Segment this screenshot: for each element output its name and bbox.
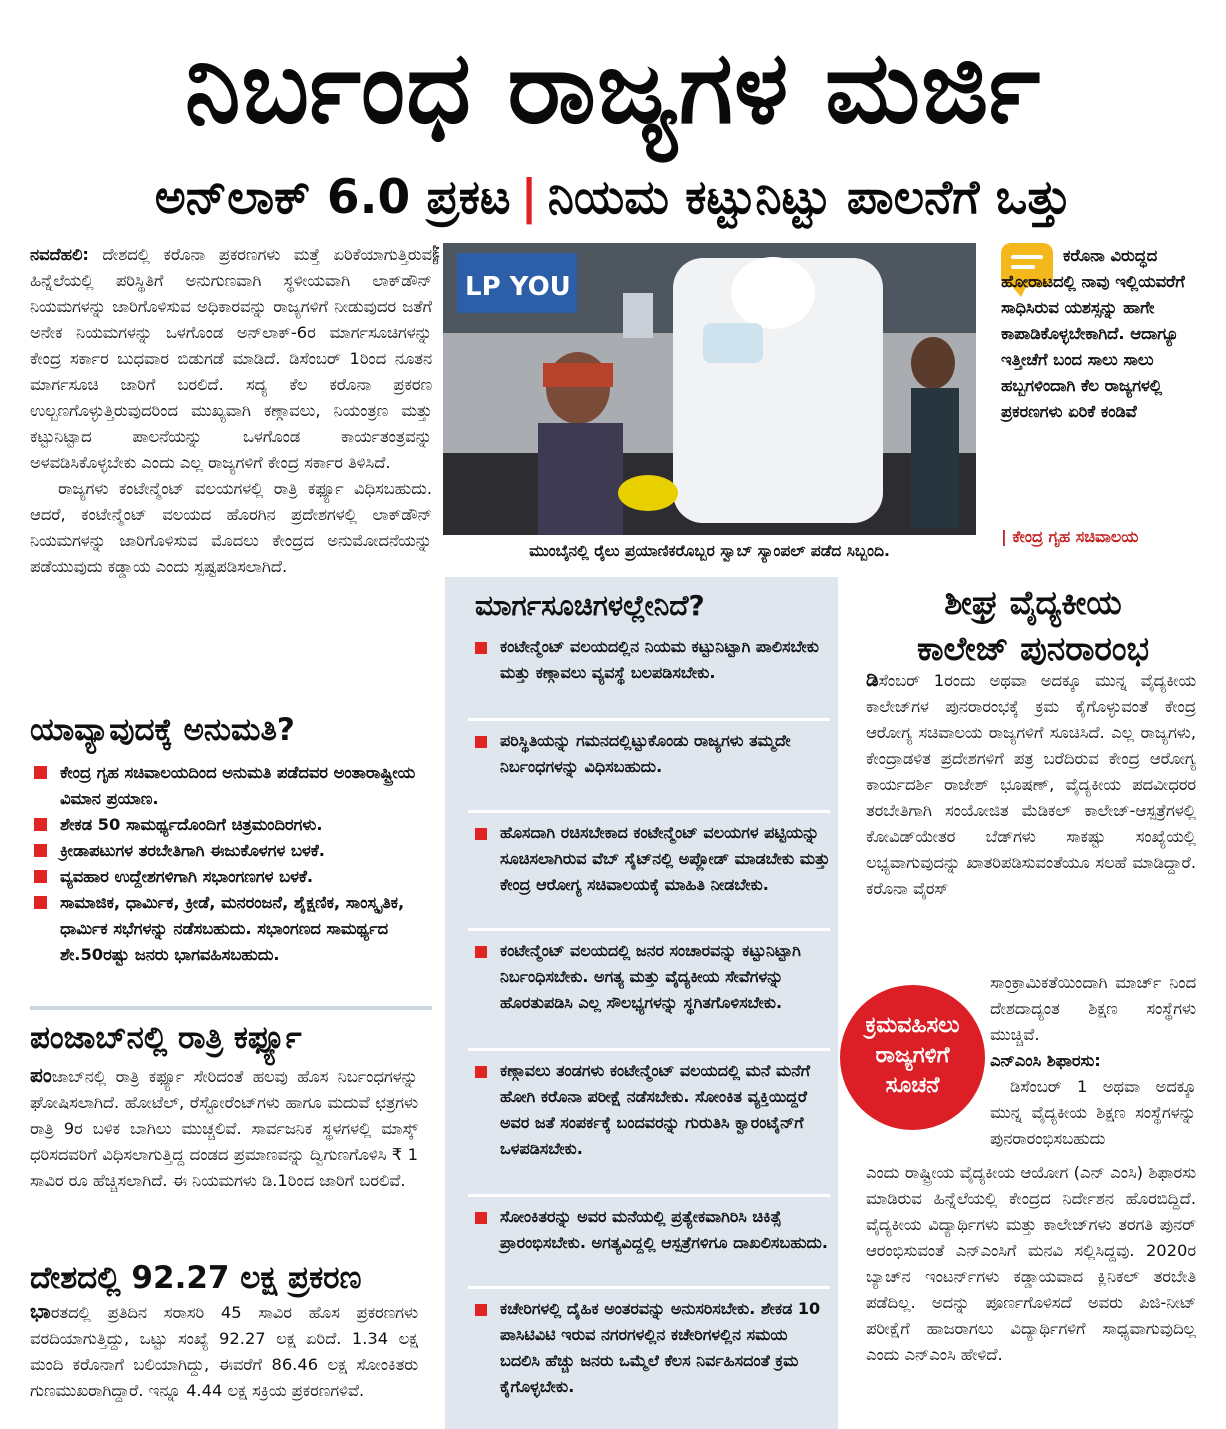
guideline-separator — [468, 810, 830, 813]
subhead-right: ನಿಯಮ ಕಟ್ಟುನಿಟ್ಟು ಪಾಲನೆಗೆ ಒತ್ತು — [547, 170, 1072, 225]
red-square-bullet-icon — [475, 1212, 487, 1224]
medical-para-1b: ಸಾಂಕ್ರಾಮಿಕತೆಯಿಂದಾಗಿ ಮಾರ್ಚ್ ನಿಂದ ದೇಶದಾದ್ಯಂತ ಶಿಕ್ಷಣ ಸಂಸ್ಥೆಗಳು ಮುಚ್ಚಿವೆ. — [990, 973, 1196, 1044]
medical-para-1: ಡಿಸೆಂಬರ್ 1ರಂದು ಅಥವಾ ಅದಕ್ಕೂ ಮುನ್ನ ವೈದ್ಯಕೀಯ ಕಾಲೇಜ್‌ಗಳ ಪುನರಾರಂಭಕ್ಕೆ ಕ್ರಮ ಕೈಗೊಳ್ಳುವಂತೆ ಕೇಂದ್ರ ಆರೋಗ್ಯ ಸಚಿವಾಲಯ ರಾಜ್ಯಗಳಿಗೆ ಸೂಚಿಸಿದೆ. ಎಲ್ಲ ರಾಜ್ಯಗಳು, ಕೇಂದ್ರಾಡಳಿತ ಪ್ರದೇಶಗಳಿಗೆ ಪತ್ರ ಬರೆದಿರುವ ಕೇಂದ್ರ ಆರೋಗ್ಯ ಕಾರ್ಯದರ್ಶಿ ರಾಜೇಶ್ ಭೂಷಣ್, ವೈದ್ಯಕೀಯ ಪದವೀಧರರ ತರಬೇತಿಗಾಗಿ ಸಂಯೋಜಿತ ಮೆಡಿಕಲ್ ಕಾಲೇಜ್-ಆಸ್ಪತ್ರೆಗಳಲ್ಲಿ ಕೋವಿಡ್‌ಯೇತರ ಬೆಡ್‌ಗಳು ಸಾಕಷ್ಟು ಸಂಖ್ಯೆಯಲ್ಲಿ ಲಭ್ಯವಾಗುವುದನ್ನು ಖಾತರಿಪಡಿಸುವಂತೆಯೂ ಸಲಹೆ ಮಾಡಿದ್ದಾರೆ. ಕರೊನಾ ವೈರಸ್ — [866, 667, 1196, 898]
station-sign-text: LP YOU — [465, 272, 571, 302]
red-square-bullet-icon — [34, 870, 47, 883]
quote-text: ಕರೊನಾ ವಿರುದ್ಧದ ಹೋರಾಟದಲ್ಲಿ ನಾವು ಇಲ್ಲಿಯವರೆಗೆ ಸಾಧಿಸಿರುವ ಯಶಸ್ಸನ್ನು ಹಾಗೇ ಕಾಪಾಡಿಕೊಳ್ಳಬೇಕಾಗಿದೆ. ಆದಾಗ್ಯೂ ಇತ್ತೀಚೆಗೆ ಬಂದ ಸಾಲು ಸಾಲು ಹಬ್ಬಗಳಿಂದಾಗಿ ಕೆಲ ರಾಜ್ಯಗಳಲ್ಲಿ ಪ್ರಕರಣಗಳು ಏರಿಕೆ ಕಂಡಿವೆ — [1001, 246, 1185, 421]
permission-item: ಕ್ರೀಡಾಪಟುಗಳ ತರಬೇತಿಗಾಗಿ ಈಜುಕೊಳಗಳ ಬಳಕೆ. — [30, 838, 432, 864]
headline: ನಿರ್ಬಂಧ ರಾಜ್ಯಗಳ ಮರ್ಜಿ — [184, 29, 1042, 146]
guideline-separator — [468, 1194, 830, 1197]
medical-para-2a: ಡಿಸೆಂಬರ್ 1 ಅಥವಾ ಅದಕ್ಕೂ ಮುನ್ನ ವೈದ್ಯಕೀಯ ಶಿಕ್ಷಣ ಸಂಸ್ಥೆಗಳನ್ನು ಪುನರಾರಂಭಿಸಬಹುದು — [990, 1077, 1196, 1148]
cases-story — [30, 1298, 418, 1404]
guideline-item: ಸೋಂಕಿತರನ್ನು ಅವರ ಮನೆಯಲ್ಲಿ ಪ್ರತ್ಯೇಕವಾಗಿರಿಸಿ ಚಿಕಿತ್ಸೆ ಪ್ರಾರಂಭಿಸಬೇಕು. ಅಗತ್ಯವಿದ್ದಲ್ಲಿ ಆಸ್ಪತ್ರೆಗಳಿಗೂ ದಾಖಲಿಸಬಹುದು. — [470, 1204, 830, 1256]
red-square-bullet-icon — [34, 818, 47, 831]
punjab-title: ಪಂಜಾಬ್‌ನಲ್ಲಿ ರಾತ್ರಿ ಕರ್ಫ್ಯೂ — [30, 1020, 302, 1056]
guidelines-title: ಮಾರ್ಗಸೂಚಿಗಳಲ್ಲೇನಿದೆ? — [475, 589, 705, 622]
quote-source: | ಕೇಂದ್ರ ಗೃಹ ಸಚಿವಾಲಯ — [1001, 527, 1139, 546]
subheadline — [20, 164, 1206, 232]
permission-item: ವ್ಯವಹಾರ ಉದ್ದೇಶಗಳಿಗಾಗಿ ಸಭಾಂಗಣಗಳ ಬಳಕೆ. — [30, 864, 432, 890]
red-square-bullet-icon — [475, 736, 487, 748]
guideline-separator — [468, 1286, 830, 1289]
lead-para-1-text: ದೇಶದಲ್ಲಿ ಕರೊನಾ ಪ್ರಕರಣಗಳು ಮತ್ತೆ ಏರಿಕೆಯಾಗುತ್ತಿರುವ ಹಿನ್ನೆಲೆಯಲ್ಲಿ ಪರಿಸ್ಥಿತಿಗೆ ಅನುಗುಣವಾಗಿ ಸ್ಥಳೀಯವಾಗಿ ಲಾಕ್‌ಡೌನ್ ನಿಯಮಗಳನ್ನು ಜಾರಿಗೊಳಿಸುವ ಅಧಿಕಾರವನ್ನು ರಾಜ್ಯಗಳಿಗೆ ನೀಡುವುದರ ಜತೆಗೆ ಅನೇಕ ನಿಯಮಗಳನ್ನು ಒಳಗೊಂಡ ಅನ್‌ಲಾಕ್-6ರ ಮಾರ್ಗಸೂಚಿಗಳನ್ನು ಕೇಂದ್ರ ಸರ್ಕಾರ ಬುಧವಾರ ಬಿಡುಗಡೆ ಮಾಡಿದೆ. ಡಿಸೆಂಬರ್ 1ರಿಂದ ನೂತನ ಮಾರ್ಗಸೂಚಿ ಜಾರಿಗೆ ಬರಲಿದೆ. ಸದ್ಯ ಕೆಲ ಕರೊನಾ ಪ್ರಕರಣ ಉಲ್ಬಣಗೊಳ್ಳುತ್ತಿರುವುದರಿಂದ ಮುಖ್ಯವಾಗಿ ಕಣ್ಗಾವಲು, ನಿಯಂತ್ರಣ ಮತ್ತು ಕಟ್ಟುನಿಟ್ಟಾದ ಪಾಲನೆಯನ್ನು ಒಳಗೊಂಡ ಕಾರ್ಯತಂತ್ರವನ್ನು ಅಳವಡಿಸಿಕೊಳ್ಳಬೇಕು ಎಂದು ಎಲ್ಲ ರಾಜ್ಯಗಳಿಗೆ ಕೇಂದ್ರ ಸರ್ಕಾರ ತಿಳಿಸಿದೆ. — [30, 245, 432, 472]
red-circle-badge: ಕ್ರಮವಹಿಸಲು ರಾಜ್ಯಗಳಿಗೆ ಸೂಚನೆ — [840, 985, 985, 1130]
section-divider — [30, 1006, 432, 1010]
guideline-item: ಪರಿಸ್ಥಿತಿಯನ್ನು ಗಮನದಲ್ಲಿಟ್ಟುಕೊಂಡು ರಾಜ್ಯಗಳು ತಮ್ಮದೇ ನಿರ್ಬಂಧಗಳನ್ನು ವಿಧಿಸಬಹುದು. — [470, 728, 830, 780]
subhead-separator: | — [520, 170, 538, 225]
medical-drop-cap: ಡಿ — [866, 667, 879, 691]
red-square-bullet-icon — [475, 946, 487, 958]
permissions-title: ಯಾವ್ಯಾವುದಕ್ಕೆ ಅನುಮತಿ? — [30, 712, 295, 748]
guideline-separator — [468, 1048, 830, 1051]
lead-para-2: ರಾಜ್ಯಗಳು ಕಂಟೇನ್ಮೆಂಟ್ ವಲಯಗಳಲ್ಲಿ ರಾತ್ರಿ ಕರ್ಫ್ಯೂ ವಿಧಿಸಬಹುದು. ಆದರೆ, ಕಂಟೇನ್ಮೆಂಟ್ ವಲಯದ ಹೊರಗಿನ ಪ್ರದೇಶಗಳಲ್ಲಿ ಲಾಕ್‌ಡೌನ್ ನಿಯಮಗಳನ್ನು ಜಾರಿಗೊಳಿಸುವ ಮೊದಲು ಕೇಂದ್ರದ ಅನುಮೋದನೆಯನ್ನು ಪಡೆಯುವುದು ಕಡ್ಡಾಯ ಎಂದು ಸ್ಪಷ್ಟಪಡಿಸಲಾಗಿದೆ. — [30, 479, 432, 576]
red-square-bullet-icon — [475, 642, 487, 654]
guideline-item: ಹೊಸದಾಗಿ ರಚಿಸಬೇಕಾದ ಕಂಟೇನ್ಮೆಂಟ್ ವಲಯಗಳ ಪಟ್ಟಿಯನ್ನು ಸೂಚಿಸಲಾಗಿರುವ ವೆಬ್ ಸೈಟ್‌ನಲ್ಲಿ ಅಪ್ಲೋಡ್ ಮಾಡಬೇಕು ಮತ್ತು ಕೇಂದ್ರ ಆರೋಗ್ಯ ಸಚಿವಾಲಯಕ್ಕೆ ಮಾಹಿತಿ ನೀಡಬೇಕು. — [470, 820, 830, 898]
dateline: ನವದೆಹಲಿ: — [30, 245, 89, 264]
permissions-list — [30, 760, 432, 968]
photo-scene — [443, 243, 976, 535]
medical-college-title: ಶೀಘ್ರ ವೈದ್ಯಕೀಯ ಕಾಲೇಜ್ ಪುನರಾರಂಭ — [917, 583, 1149, 668]
news-photo — [443, 243, 976, 535]
guideline-item: ಕಚೇರಿಗಳಲ್ಲಿ ದೈಹಿಕ ಅಂತರವನ್ನು ಅನುಸರಿಸಬೇಕು. ಶೇಕಡ 10 ಪಾಸಿಟಿವಿಟಿ ಇರುವ ನಗರಗಳಲ್ಲಿನ ಕಚೇರಿಗಳಲ್ಲಿನ ಸಮಯ ಬದಲಿಸಿ ಹೆಚ್ಚು ಜನರು ಒಮ್ಮೆಲೆ ಕೆಲಸ ನಿರ್ವಹಿಸದಂತೆ ಕ್ರಮ ಕೈಗೊಳ್ಳಬೇಕು. — [470, 1296, 830, 1400]
red-square-bullet-icon — [34, 896, 47, 909]
red-square-bullet-icon — [475, 1304, 487, 1316]
photo-caption: ಮುಂಬೈನಲ್ಲಿ ರೈಲು ಪ್ರಯಾಣಿಕರೊಬ್ಬರ ಸ್ವಾಬ್ ಸ್ಯಾಂಪಲ್ ಪಡೆದ ಸಿಬ್ಬಂದಿ. — [529, 542, 890, 560]
photo-credit: ಪಿಟಿಐ — [430, 245, 441, 265]
medical-para-2b: ಎಂದು ರಾಷ್ಟ್ರೀಯ ವೈದ್ಯಕೀಯ ಆಯೋಗ (ಎನ್ ಎಂಸಿ) ಶಿಫಾರಸು ಮಾಡಿರುವ ಹಿನ್ನೆಲೆಯಲ್ಲಿ ಕೇಂದ್ರದ ನಿರ್ದೇಶನ ಹೊರಬಿದ್ದಿದೆ. ವೈದ್ಯಕೀಯ ವಿದ್ಯಾರ್ಥಿಗಳು ಮತ್ತು ಕಾಲೇಜ್‌ಗಳು ತರಗತಿ ಪುನರ್ ಆರಂಭಿಸುವಂತೆ ಎನ್‌ಎಂಸಿಗೆ ಮನವಿ ಸಲ್ಲಿಸಿದ್ದವು. 2020ರ ಬ್ಯಾಚ್‌ನ ಇಂಟರ್ನ್‌ಗಳು ಕಡ್ಡಾಯವಾದ ಕ್ಲಿನಿಕಲ್ ತರಬೇತಿ ಪಡೆದಿಲ್ಲ. ಅದನ್ನು ಪೂರ್ಣಗೊಳಿಸದೆ ಅವರು ಪಿಜಿ-ನೀಟ್ ಪರೀಕ್ಷೆಗೆ ಹಾಜರಾಗಲು ವಿದ್ಯಾರ್ಥಿಗಳಿಗೆ ಸಾಧ್ಯವಾಗುವುದಿಲ್ಲ ಎಂದು ಎನ್‌ಎಂಸಿ ಹೇಳಿದೆ. — [866, 1163, 1196, 1364]
permission-item: ಸಾಮಾಜಿಕ, ಧಾರ್ಮಿಕ, ಕ್ರೀಡೆ, ಮನರಂಜನೆ, ಶೈಕ್ಷಣಿಕ, ಸಾಂಸ್ಕೃತಿಕ, ಧಾರ್ಮಿಕ ಸಭೆಗಳನ್ನು ನಡೆಸಬಹುದು. ಸಭಾಂಗಣದ ಸಾಮರ್ಥ್ಯದ ಶೇ.50ರಷ್ಟು ಜನರು ಭಾಗವಹಿಸಬಹುದು. — [30, 890, 432, 968]
cases-drop-cap: ಭಾ — [30, 1299, 51, 1323]
cases-body: ರತದಲ್ಲಿ ಪ್ರತಿದಿನ ಸರಾಸರಿ 45 ಸಾವಿರ ಹೊಸ ಪ್ರಕರಣಗಳು ವರದಿಯಾಗುತ್ತಿದ್ದು, ಒಟ್ಟು ಸಂಖ್ಯೆ 92.27 ಲಕ್ಷ ಏರಿದೆ. 1.34 ಲಕ್ಷ ಮಂದಿ ಕರೊನಾಗೆ ಬಲಿಯಾಗಿದ್ದು, ಈವರೆಗೆ 86.46 ಲಕ್ಷ ಸೋಂಕಿತರು ಗುಣಮುಖರಾಗಿದ್ದಾರೆ. ಇನ್ನೂ 4.44 ಲಕ್ಷ ಸಕ್ರಿಯ ಪ್ರಕರಣಗಳಿವೆ. — [30, 1303, 418, 1400]
punjab-drop-cap: ಪಂ — [30, 1063, 52, 1087]
red-square-bullet-icon — [475, 1066, 487, 1078]
punjab-body: ಜಾಬ್‌ನಲ್ಲಿ ರಾತ್ರಿ ಕರ್ಫ್ಯೂ ಸೇರಿದಂತೆ ಹಲವು ಹೊಸ ನಿರ್ಬಂಧಗಳನ್ನು ಘೋಷಿಸಲಾಗಿದೆ. ಹೋಟೆಲ್, ರೆಸ್ಟೋರೆಂಟ್‌ಗಳು ಹಾಗೂ ಮದುವೆ ಛತ್ರಗಳು ರಾತ್ರಿ 9ರ ಬಳಿಕ ಬಾಗಿಲು ಮುಚ್ಚಲಿವೆ. ಸಾರ್ವಜನಿಕ ಸ್ಥಳಗಳಲ್ಲಿ ಮಾಸ್ಕ್ ಧರಿಸದವರಿಗೆ ವಿಧಿಸಲಾಗುತ್ತಿದ್ದ ದಂಡದ ಪ್ರಮಾಣವನ್ನು ದ್ವಿಗುಣಗೊಳಿಸಿ ₹ 1 ಸಾವಿರ ರೂ ಹೆಚ್ಚಿಸಲಾಗಿದೆ. ಈ ನಿಯಮಗಳು ಡಿ.1ರಿಂದ ಜಾರಿಗೆ ಬರಲಿವೆ. — [30, 1067, 418, 1190]
guideline-item: ಕಂಟೇನ್ಮೆಂಟ್ ವಲಯದಲ್ಲಿ ಜನರ ಸಂಚಾರವನ್ನು ಕಟ್ಟುನಿಟ್ಟಾಗಿ ನಿರ್ಬಂಧಿಸಬೇಕು. ಅಗತ್ಯ ಮತ್ತು ವೈದ್ಯಕೀಯ ಸೇವೆಗಳನ್ನು ಹೊರತುಪಡಿಸಿ ಎಲ್ಲ ಸೌಲಭ್ಯಗಳನ್ನು ಸ್ಥಗಿತಗೊಳಿಸಬೇಕು. — [470, 938, 830, 1016]
lead-story — [30, 242, 432, 580]
guideline-separator — [468, 718, 830, 721]
cases-title: ದೇಶದಲ್ಲಿ 92.27 ಲಕ್ಷ ಪ್ರಕರಣ — [30, 1260, 362, 1296]
guideline-item: ಕಂಟೇನ್ಮೆಂಟ್ ವಲಯದಲ್ಲಿನ ನಿಯಮ ಕಟ್ಟುನಿಟ್ಟಾಗಿ ಪಾಲಿಸಬೇಕು ಮತ್ತು ಕಣ್ಗಾವಲು ವ್ಯವಸ್ಥೆ ಬಲಪಡಿಸಬೇಕು. — [470, 634, 830, 686]
red-square-bullet-icon — [34, 844, 47, 857]
permission-item: ಶೇಕಡ 50 ಸಾಮರ್ಥ್ಯದೊಂದಿಗೆ ಚಿತ್ರಮಂದಿರಗಳು. — [30, 812, 432, 838]
guideline-item: ಕಣ್ಗಾವಲು ತಂಡಗಳು ಕಂಟೇನ್ಮೆಂಟ್ ವಲಯದಲ್ಲಿ ಮನೆ ಮನೆಗೆ ಹೋಗಿ ಕರೊನಾ ಪರೀಕ್ಷೆ ನಡೆಸಬೇಕು. ಸೋಂಕಿತ ವ್ಯಕ್ತಿಯಿದ್ದರೆ ಅವರ ಜತೆ ಸಂಪರ್ಕಕ್ಕೆ ಬಂದವರನ್ನು ಗುರುತಿಸಿ ಕ್ವಾರಂಟೈನ್‌ಗೆ ಒಳಪಡಿಸಬೇಕು. — [470, 1058, 830, 1162]
red-square-bullet-icon — [475, 828, 487, 840]
permission-item: ಕೇಂದ್ರ ಗೃಹ ಸಚಿವಾಲಯದಿಂದ ಅನುಮತಿ ಪಡೆದವರ ಅಂತಾರಾಷ್ಟ್ರೀಯ ವಿಮಾನ ಪ್ರಯಾಣ. — [30, 760, 432, 812]
punjab-story — [30, 1062, 418, 1194]
guideline-separator — [468, 928, 830, 931]
nmc-label: ಎನ್‌ಎಂಸಿ ಶಿಫಾರಸು: — [990, 1051, 1101, 1070]
lead-para-1 — [30, 242, 432, 476]
red-square-bullet-icon — [34, 766, 47, 779]
subhead-left: ಅನ್‌ಲಾಕ್ 6.0 ಪ್ರಕಟ — [154, 170, 511, 225]
